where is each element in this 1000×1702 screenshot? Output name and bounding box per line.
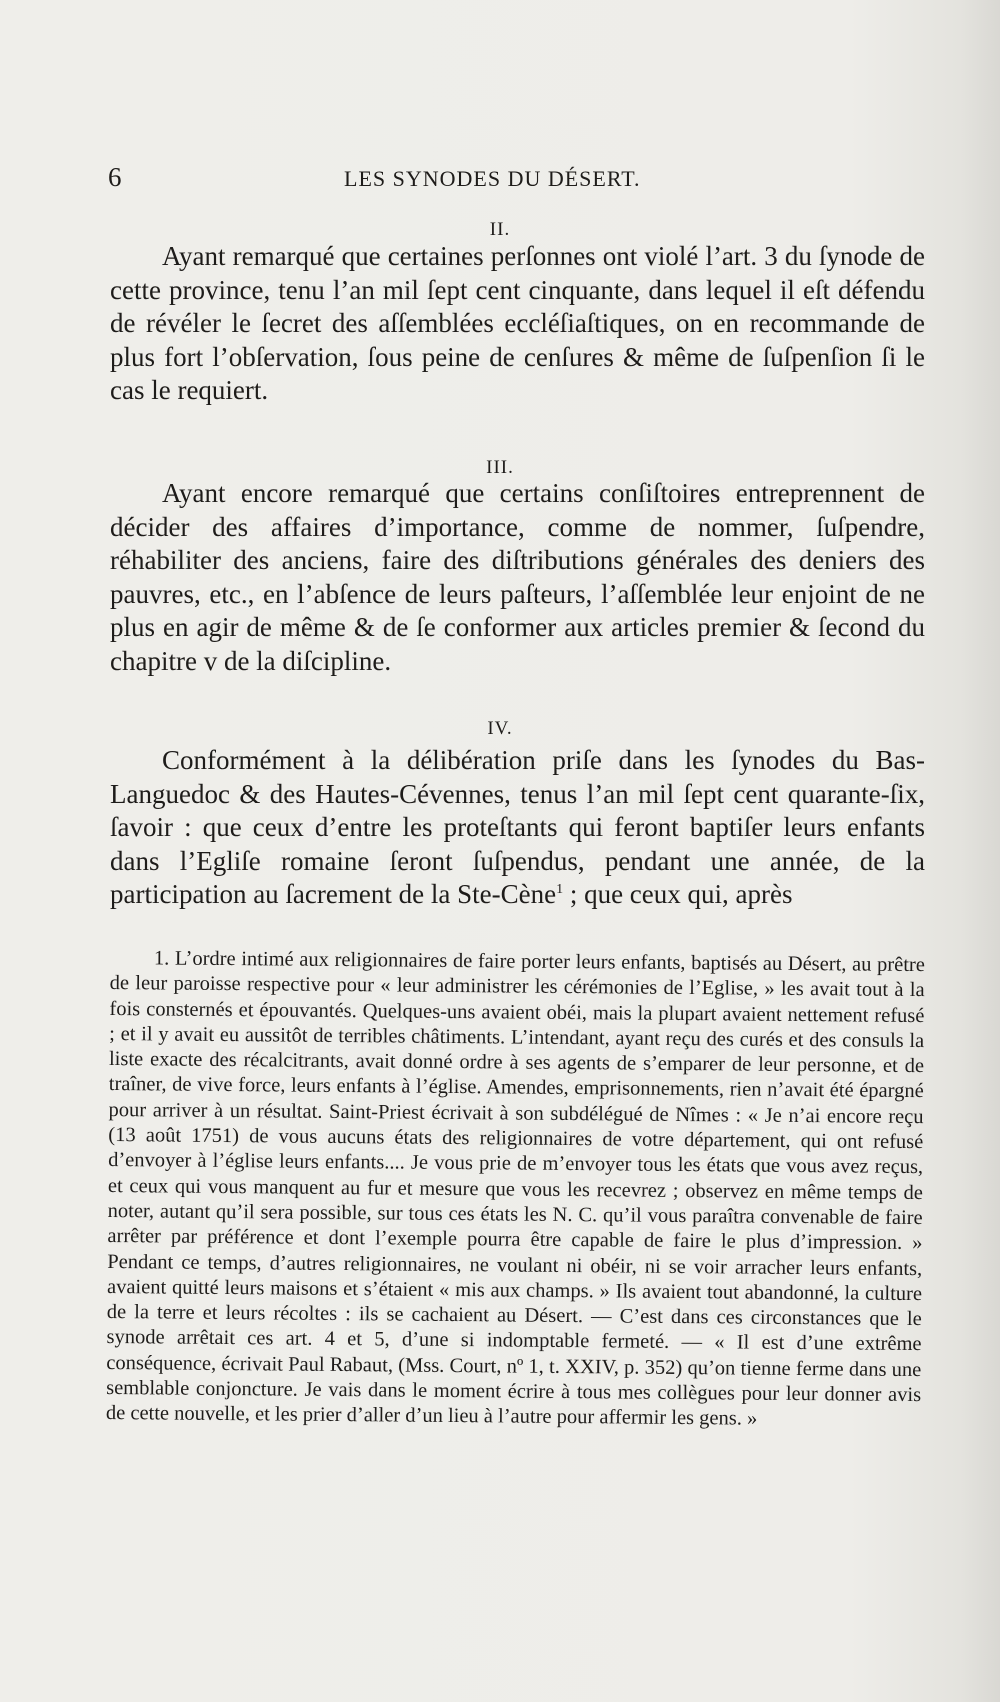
footnote-reference[interactable]: 1: [556, 882, 564, 897]
running-title: LES SYNODES DU DÉSERT.: [344, 166, 641, 191]
article-iv-text-before-note: Conformément à la délibération priſe dans les ſynodes du Bas-Languedoc & des Hautes-Cévennes, tenus l’an mil ſept cent quarante-ſix, ſavoir : que ceux d’entre les proteſtants qui feront baptiſer leurs enfants dans l’Egliſe romaine ſeront ſuſpendus, pendant une année, de la participation au ſacrement de la Ste-Cène: [110, 745, 925, 909]
footnote: [106, 946, 925, 1434]
article-iv-text: [110, 744, 925, 912]
article-ii-text: Ayant remarqué que certaines perſonnes ont violé l’art. 3 du ſynode de cette province, tenu l’an mil ſept cent cinquante, dans lequel il eſt défendu de révéler le ſecret des aſſemblées eccléſiaſtiques, on en recommande de plus fort l’obſervation, ſous peine de cenſures & même de ſuſpenſion ſi le cas le requiert.: [110, 241, 925, 405]
article-number-iii: III.: [486, 457, 514, 478]
article-number-iv: IV.: [487, 718, 513, 739]
page-number: 6: [108, 162, 122, 192]
footnote-number: 1.: [153, 947, 170, 970]
footnote-text: L’ordre intimé aux religionnaires de faire porter leurs enfants, baptisés au Désert, au prêtre de leur paroisse respective pour « leur administrer les cérémonies de l’Eglise, » les avait tout à la fois consternés et épouvantés. Quelques-uns avaient obéi, mais la plupart avaient nettement refusé ; et il y avait eu aussitôt de terribles châtiments. L’intendant, ayant reçu des curés et des consuls la liste exacte des récalcitrants, avait donné ordre à ses agents de s’emparer de leur personne, et de traîner, de vive force, leurs enfants à l’église. Amendes, emprisonnements, rien n’avait été épargné pour arriver à un résultat. Saint-Priest écrivait à son subdélégué de Nîmes : « Je n’ai encore reçu (13 août 1751) de vous aucuns états des religionnaires de votre département, qui ont refusé d’envoyer à l’église leurs enfants.... Je vous prie de m’envoyer tous les états que vous avez reçus, et ceux qui vous manquent au fur et mesure que vous les recevrez ; observez en même temps de noter, autant qu’il sera possible, sur tous ces états les N. C. qu’il vous paraîtra convenable de faire arrêter par préférence et dont l’exemple pourra être capable de faire le plus d’impression. » Pendant ce temps, d’autres religionnaires, ne voulant ni obéir, ni se voir arracher leurs enfants, avaient quitté leurs maisons et s’étaient « mis aux champs. » Ils avaient tout abandonné, la culture de la terre et leurs récoltes : ils se cachaient au Désert. — C’est dans ces circonstances que le synode arrêtait ces art. 4 et 5, d’une si indomptable fermeté. — « Il est d’une extrême conséquence, écrivait Paul Rabaut, (Mss. Court, nº 1, t. XXIV, p. 352) qu’on tienne ferme dans une semblable conjoncture. Je vais dans le moment écrire à tous mes collègues pour leur donner avis de cette nouvelle, et les prier d’aller d’un lieu à l’autre pour affermir les gens. »: [105, 947, 925, 1431]
article-number-ii: II.: [489, 219, 511, 240]
running-head: [108, 162, 908, 202]
article-iv-text-after-note: ; que ceux qui, après: [563, 879, 793, 909]
article-iii-text: Ayant encore remarqué que certains conſiſtoires entreprennent de décider des affaires d’importance, comme de nommer, ſuſpendre, réhabiliter des anciens, faire des diſtributions générales des deniers des pauvres, etc., en l’abſence de leurs paſteurs, l’aſſemblée leur enjoint de ne plus en agir de même & de ſe conformer aux articles premier & ſecond du chapitre v de la diſcipline.: [110, 478, 925, 676]
